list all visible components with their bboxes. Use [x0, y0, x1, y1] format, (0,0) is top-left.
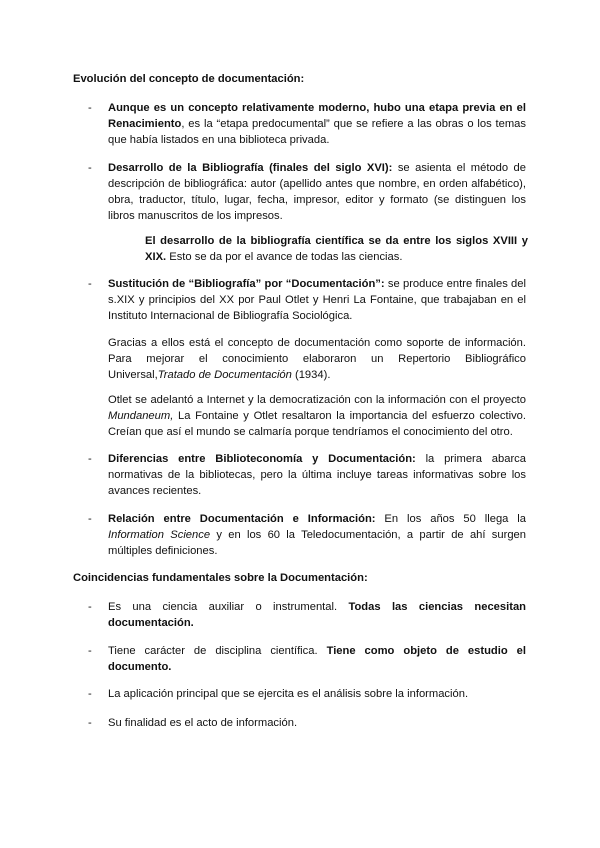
text-phrase: , es la “etapa predocumental” que se refiere a las obras o los temas que había listados en una biblioteca privada. — [108, 118, 526, 146]
bullet-dash: - — [88, 688, 92, 700]
bold-phrase: Todas las ciencias necesitan documentación. — [108, 601, 527, 629]
bullet-dash: - — [88, 162, 92, 174]
text-phrase: Tiene carácter de disciplina científica. — [108, 645, 327, 657]
list-item-text — [108, 599, 526, 631]
bold-phrase: Desarrollo de la Bibliografía (finales del siglo XVI): — [108, 162, 393, 174]
list-item-text — [108, 511, 526, 559]
bullet-dash: - — [88, 601, 92, 613]
bold-phrase: Tiene como objeto de estudio el documento. — [108, 645, 526, 673]
bold-phrase: Diferencias entre Biblioteconomía y Documentación: — [108, 453, 416, 465]
text-phrase: Esto se da por el avance de todas las ciencias. — [166, 251, 403, 263]
list-item-text — [108, 643, 526, 675]
text-phrase: se produce entre finales del s.XIX y principios del XX por Paul Otlet y Henri La Fontaine, que trabajaban en el Instituto Internacional de Bibliografía Sociológica. — [108, 278, 526, 322]
bold-phrase: Sustitución de “Bibliografía” por “Documentación”: — [108, 278, 385, 290]
list-item-text — [108, 160, 526, 224]
italic-phrase: Mundaneum, — [108, 410, 174, 422]
text-phrase: La aplicación principal que se ejercita es el análisis sobre la información. — [108, 688, 469, 700]
list-item-text — [108, 715, 526, 731]
bullet-dash: - — [88, 717, 92, 729]
bullet-dash: - — [88, 278, 92, 290]
bullet-dash: - — [88, 645, 92, 657]
list-item-text — [108, 686, 526, 702]
text-phrase: y en los 60 la Teledocumentación, a partir de ahí surgen múltiples definiciones. — [108, 529, 526, 557]
text-phrase: (1934). — [291, 369, 331, 381]
text-phrase: Gracias a ellos está el concepto de documentación como soporte de información. Para mejorar el conocimiento elaboraron un Repertorio Bibliográfico Universal, — [108, 337, 526, 381]
indented-note — [145, 233, 528, 265]
list-item-text — [108, 276, 526, 324]
paragraph-otlet — [108, 392, 526, 440]
bullet-dash: - — [88, 453, 92, 465]
text-phrase: Es una ciencia auxiliar o instrumental. — [108, 601, 349, 613]
text-phrase: Otlet se adelantó a Internet y la democratización con la información con el proyecto — [108, 394, 526, 406]
bullet-dash: - — [88, 102, 92, 114]
text-phrase: se asienta el método de descripción de bibliográfica: autor (apellido antes que nombre, en orden alfabético), obra, traductor, título, lugar, fecha, impresor, editor y formato (se distinguen los libros manuscritos de los impresos. — [108, 162, 527, 222]
section-heading-evolucion: Evolución del concepto de documentación: — [73, 73, 305, 85]
text-phrase: Su finalidad es el acto de información. — [108, 717, 298, 729]
text-phrase: La Fontaine y Otlet resaltaron la importancia del esfuerzo colectivo. Creían que así el mundo se calmaría porque tendríamos el conocimiento del otro. — [108, 410, 526, 438]
list-item-text — [108, 100, 526, 148]
text-phrase: la primera abarca normativas de la bibliotecas, pero la última incluye tareas informativas sobre los avances recientes. — [108, 453, 526, 497]
section-heading-coincidencias: Coincidencias fundamentales sobre la Documentación: — [73, 572, 368, 584]
italic-phrase: Tratado de Documentación — [157, 369, 292, 381]
text-phrase: En los años 50 llega la — [375, 513, 526, 525]
bullet-dash: - — [88, 513, 92, 525]
bold-phrase: El desarrollo de la bibliografía científica se da entre los siglos XVIII y XIX. — [145, 235, 528, 263]
paragraph-gracias — [108, 335, 526, 383]
list-item-text — [108, 451, 526, 499]
bold-phrase: Relación entre Documentación e Información: — [108, 513, 376, 525]
bold-phrase: Aunque es un concepto relativamente moderno, hubo una etapa previa en el Renacimiento — [108, 102, 526, 130]
italic-phrase: Information Science — [108, 529, 211, 541]
